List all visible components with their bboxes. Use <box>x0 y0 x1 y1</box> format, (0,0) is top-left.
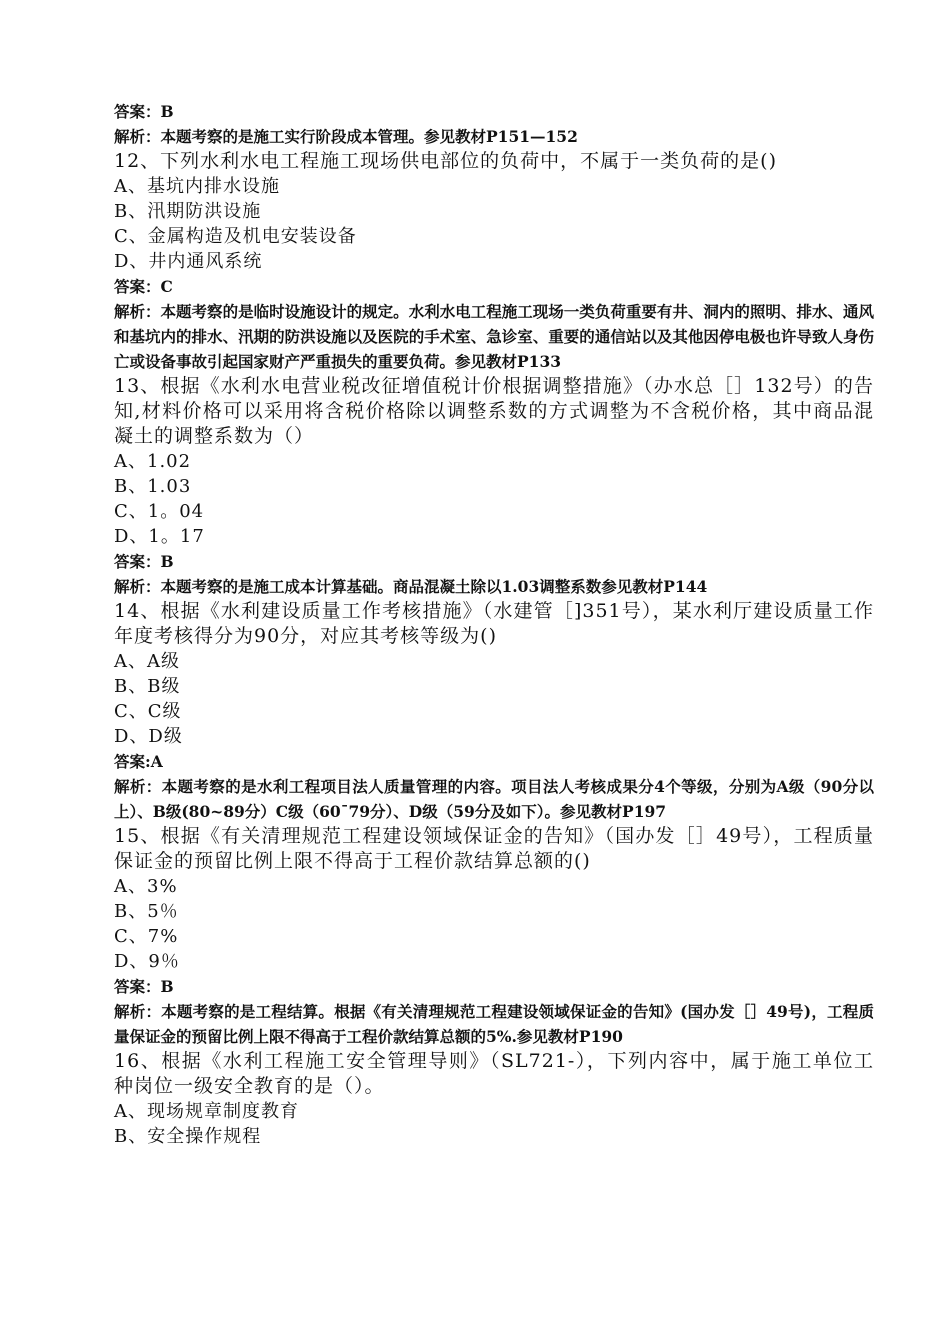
question-14 <box>114 599 874 824</box>
option-a: A、1.02 <box>114 451 192 472</box>
question-16 <box>114 1049 874 1149</box>
option-a: A、3% <box>114 876 178 897</box>
explanation-text: 解析：本题考察的是临时设施设计的规定。水利水电工程施工现场一类负荷重要有井、洞内的照明、排水、通风和基坑内的排水、汛期的防洪设施以及医院的手术室、急诊室、重要的通信站以及其他因停电极也许导致人身伤亡或设备事故引起国家财产严重损失的重要负荷。参见教材P133 <box>114 302 874 371</box>
question-stem: 15、根据《有关清理规范工程建设领域保证金的告知》（国办发［］49号），工程质量保证金的预留比例上限不得高于工程价款结算总额的() <box>114 825 874 872</box>
question-stem: 13、根据《水利水电营业税改征增值税计价根据调整措施》（办水总［］132号）的告知,材料价格可以采用将含税价格除以调整系数的方式调整为不含税价格，其中商品混凝土的调整系数为（） <box>114 375 874 447</box>
question-stem: 16、根据《水利工程施工安全管理导则》（SL721-），下列内容中，属于施工单位工种岗位一级安全教育的是（）。 <box>114 1050 874 1097</box>
answer-line: 答案：C <box>114 277 173 296</box>
question-12 <box>114 149 874 374</box>
answer-line: 答案:A <box>114 752 163 771</box>
option-b: B、安全操作规程 <box>114 1126 262 1147</box>
question-stem: 14、根据《水利建设质量工作考核措施》（水建管［]351号），某水利厅建设质量工作年度考核得分为90分，对应其考核等级为() <box>114 600 874 647</box>
option-c: C、金属构造及机电安装设备 <box>114 226 357 247</box>
option-a: A、A级 <box>114 651 180 672</box>
option-c: C、C级 <box>114 701 182 722</box>
question-stem: 12、下列水利水电工程施工现场供电部位的负荷中，不属于一类负荷的是() <box>114 150 778 172</box>
question-13 <box>114 374 874 599</box>
explanation-text: 解析：本题考察的是施工成本计算基础。商品混凝土除以1.03调整系数参见教材P144 <box>114 577 708 596</box>
document-page <box>114 99 874 1149</box>
option-b: B、5％ <box>114 901 179 922</box>
option-b: B、汛期防洪设施 <box>114 201 262 222</box>
option-d: D、9％ <box>114 951 180 972</box>
option-a: A、基坑内排水设施 <box>114 176 280 197</box>
option-d: D、1。17 <box>114 526 205 547</box>
option-a: A、现场规章制度教育 <box>114 1101 299 1122</box>
answer-line: 答案：B <box>114 552 174 571</box>
explanation-text: 解析：本题考察的是水利工程项目法人质量管理的内容。项目法人考核成果分4个等级，分别为A级（90分以上）、B级(80~89分）C级（60¯79分）、D级（59分及如下）。参见教材P197 <box>114 777 874 821</box>
option-c: C、1。04 <box>114 501 205 522</box>
option-c: C、7% <box>114 926 179 947</box>
explanation-text: 解析：本题考察的是施工实行阶段成本管理。参见教材P151—152 <box>114 127 578 146</box>
option-d: D、井内通风系统 <box>114 251 263 272</box>
option-d: D、D级 <box>114 726 183 747</box>
option-b: B、B级 <box>114 676 181 697</box>
option-b: B、1.03 <box>114 476 192 497</box>
answer-line: 答案：B <box>114 977 174 996</box>
question-15 <box>114 824 874 1049</box>
question-11-tail <box>114 99 874 149</box>
explanation-text: 解析：本题考察的是工程结算。根据《有关清理规范工程建设领域保证金的告知》(国办发［］49号)，工程质量保证金的预留比例上限不得高于工程价款结算总额的5%.参见教材P190 <box>114 1002 874 1046</box>
answer-line: 答案：B <box>114 102 174 121</box>
